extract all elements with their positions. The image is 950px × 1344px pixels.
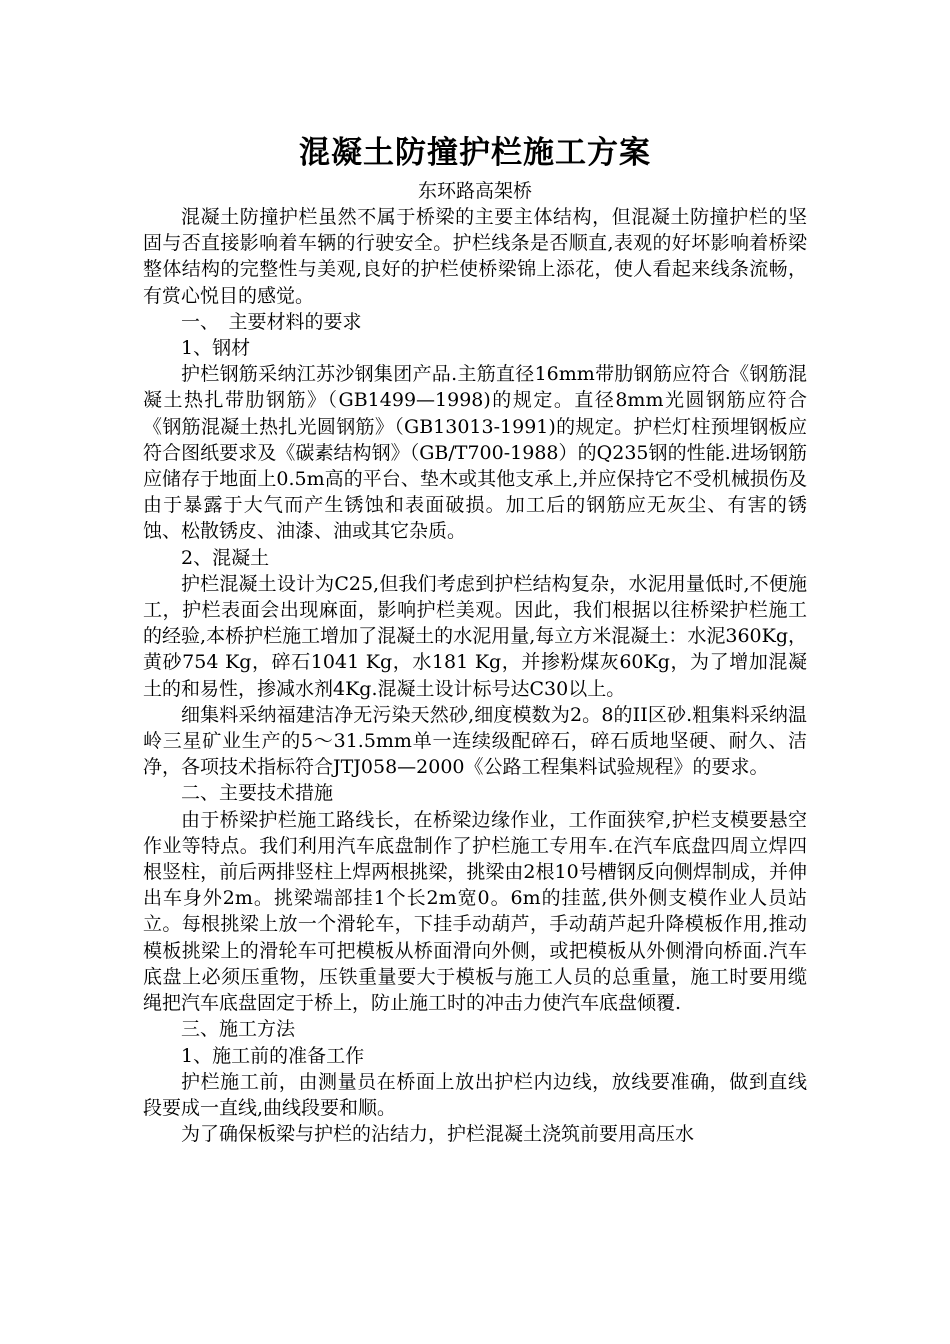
- subsection-heading-steel: 1、钢材: [181, 337, 251, 360]
- section-heading-technical-measures: 二、主要技术措施: [181, 782, 334, 805]
- subsection-heading-preparation: 1、施工前的准备工作: [181, 1044, 365, 1067]
- section-heading-materials: 一、 主要材料的要求: [181, 310, 362, 333]
- section-heading-construction-method: 三、施工方法: [181, 1018, 296, 1041]
- document-subtitle: 东环路高架桥: [417, 180, 532, 202]
- document-page: [143, 128, 807, 1147]
- paragraph-concrete-mix: 护栏混凝土设计为C25,但我们考虑到护栏结构复杂，水泥用量低时,不便施工，护栏表面会出现麻面，影响护栏美观。因此，我们根据以往桥梁护栏施工的经验,本桥护栏施工增加了混凝土的水泥用量,每立方米混凝土：水泥360Kg，黄砂754 Kg，碎石1041 Kg，水181 Kg，并掺粉煤灰60Kg，为了增加混凝土的和易性，掺减水剂4Kg.混凝土设计标号达C30以上。: [143, 572, 807, 700]
- paragraph-technical-measures: 由于桥梁护栏施工路线长，在桥梁边缘作业，工作面狭窄,护栏支模要悬空作业等特点。我们利用汽车底盘制作了护栏施工专用车.在汽车底盘四周立焊四根竖柱，前后两排竖柱上焊两根挑梁，挑梁由2根10号槽钢反向侧焊制成，并伸出车身外2m。挑梁端部挂1个长2m宽0。6m的挂蓝,供外侧支模作业人员站立。每根挑梁上放一个滑轮车，下挂手动葫芦，手动葫芦起升降模板作用,推动模板挑梁上的滑轮车可把模板从桥面滑向外侧，或把模板从外侧滑向桥面.汽车底盘上必须压重物，压铁重量要大于模板与施工人员的总重量，施工时要用缆绳把汽车底盘固定于桥上，防止施工时的冲击力使汽车底盘倾覆.: [143, 808, 807, 1015]
- paragraph-bonding: 为了确保板梁与护栏的沾结力，护栏混凝土浇筑前要用高压水: [181, 1123, 695, 1146]
- paragraph-steel: 护栏钢筋采纳江苏沙钢集团产品.主筋直径16mm带肋钢筋应符合《钢筋混凝土热扎带肋钢筋》（GB1499—1998)的规定。直径8mm光圆钢筋应符合《钢筋混凝土热扎光圆钢筋》（GB13013-1991)的规定。护栏灯柱预埋钢板应符合图纸要求及《碳素结构钢》（GB/T700-1988）的Q235钢的性能.进场钢筋应储存于地面上0.5m高的平台、垫木或其他支承上,并应保持它不受机械损伤及由于暴露于大气而产生锈蚀和表面破损。加工后的钢筋应无灰尘、有害的锈蚀、松散锈皮、油漆、油或其它杂质。: [143, 363, 807, 543]
- document-title: 混凝土防撞护栏施工方案: [299, 135, 651, 171]
- subsection-heading-concrete: 2、混凝土: [181, 546, 270, 569]
- paragraph-aggregates: 细集料采纳福建洁净无污染天然砂,细度模数为2。8的II区砂.粗集料采纳温岭三星矿业生产的5～31.5mm单一连续级配碎石，碎石质地坚硬、耐久、洁净，各项技术指标符合JTJ058—2000《公路工程集料试验规程》的要求。: [143, 703, 807, 779]
- paragraph-preparation: 护栏施工前，由测量员在桥面上放出护栏内边线，放线要准确，做到直线段要成一直线,曲线段要和顺。: [143, 1070, 807, 1119]
- paragraph-intro: 混凝土防撞护栏虽然不属于桥梁的主要主体结构，但混凝土防撞护栏的坚固与否直接影响着车辆的行驶安全。护栏线条是否顺直,表观的好坏影响着桥梁整体结构的完整性与美观,良好的护栏使桥梁锦上添花，使人看起来线条流畅，有赏心悦目的感觉。: [143, 206, 807, 307]
